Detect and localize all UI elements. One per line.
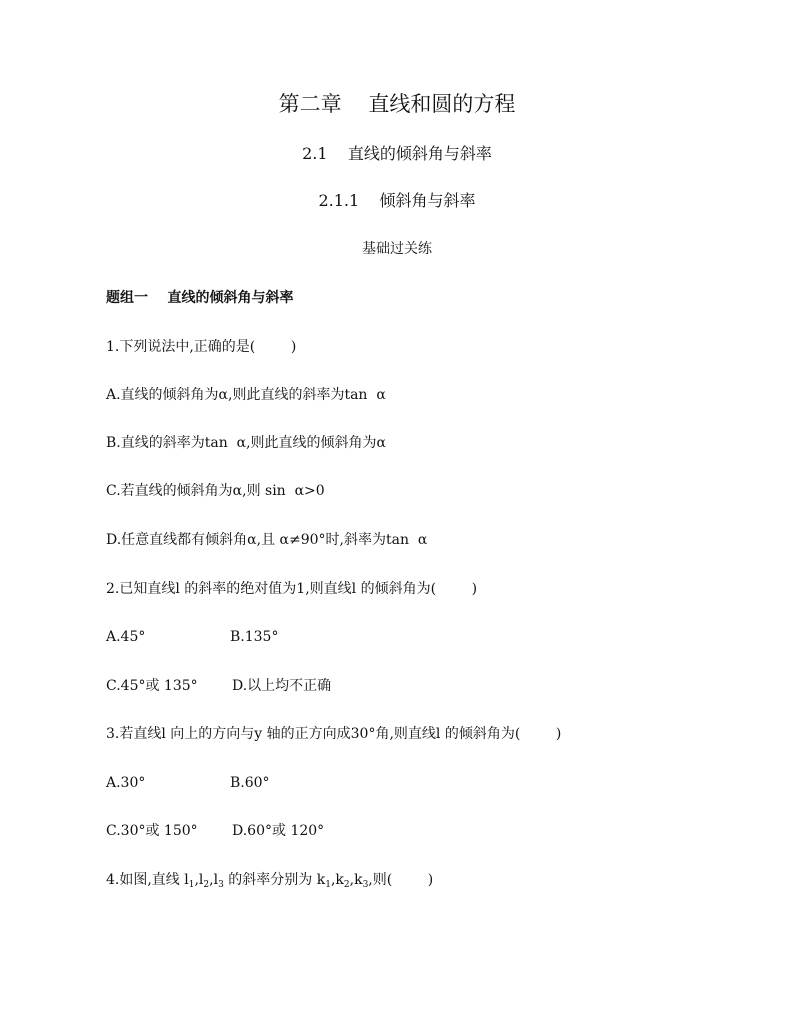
question-3-option-b: B.60°	[230, 775, 270, 791]
q4-sep3: ,k	[330, 872, 344, 888]
practice-label: 基础过关练	[362, 241, 432, 257]
question-3-option-c: C.30°或 150°	[106, 823, 198, 839]
chapter-title: 第二章 直线和圆的方程	[278, 92, 516, 116]
question-2-stem: 2.已知直线l 的斜率的绝对值为1,则直线l 的倾斜角为( )	[106, 581, 478, 597]
group-title: 题组一 直线的倾斜角与斜率	[106, 290, 294, 306]
question-2-option-c: C.45°或 135°	[106, 678, 198, 694]
question-3-option-a: A.30°	[106, 775, 146, 791]
question-3-option-d: D.60°或 120°	[232, 823, 325, 839]
question-1-option-b: B.直线的斜率为tan α,则此直线的倾斜角为α	[106, 435, 386, 451]
q4-l2-subscript: 2	[203, 880, 210, 890]
q4-suffix: ,则( )	[368, 872, 434, 888]
q4-l3-subscript: 3	[218, 880, 224, 890]
question-1-stem: 1.下列说法中,正确的是( )	[106, 339, 297, 355]
q4-l1-subscript: 1	[188, 880, 195, 890]
question-2-option-d: D.以上均不正确	[232, 678, 332, 694]
subsection-title: 2.1.1 倾斜角与斜率	[318, 191, 476, 210]
question-1-option-c: C.若直线的倾斜角为α,则 sin α>0	[106, 483, 325, 499]
question-3-stem: 3.若直线l 向上的方向与y 轴的正方向成30°角,则直线l 的倾斜角为( )	[106, 726, 562, 742]
question-4-stem	[106, 870, 433, 890]
question-1-option-d: D.任意直线都有倾斜角α,且 α≠90°时,斜率为tan α	[106, 532, 428, 548]
section-title: 2.1 直线的倾斜角与斜率	[302, 144, 492, 163]
question-1-option-a: A.直线的倾斜角为α,则此直线的斜率为tan α	[106, 387, 386, 403]
q4-sep1: ,l	[194, 872, 204, 888]
q4-k3-subscript: 3	[362, 880, 369, 890]
q4-k2-subscript: 2	[343, 880, 350, 890]
q4-sep2: ,l	[209, 872, 219, 888]
q4-prefix: 4.如图,直线 l	[106, 872, 189, 888]
question-2-option-a: A.45°	[106, 629, 146, 645]
q4-k1-subscript: 1	[325, 880, 331, 890]
question-2-option-b: B.135°	[230, 629, 279, 645]
q4-mid: 的斜率分别为 k	[223, 872, 326, 888]
q4-sep4: ,k	[349, 872, 363, 888]
